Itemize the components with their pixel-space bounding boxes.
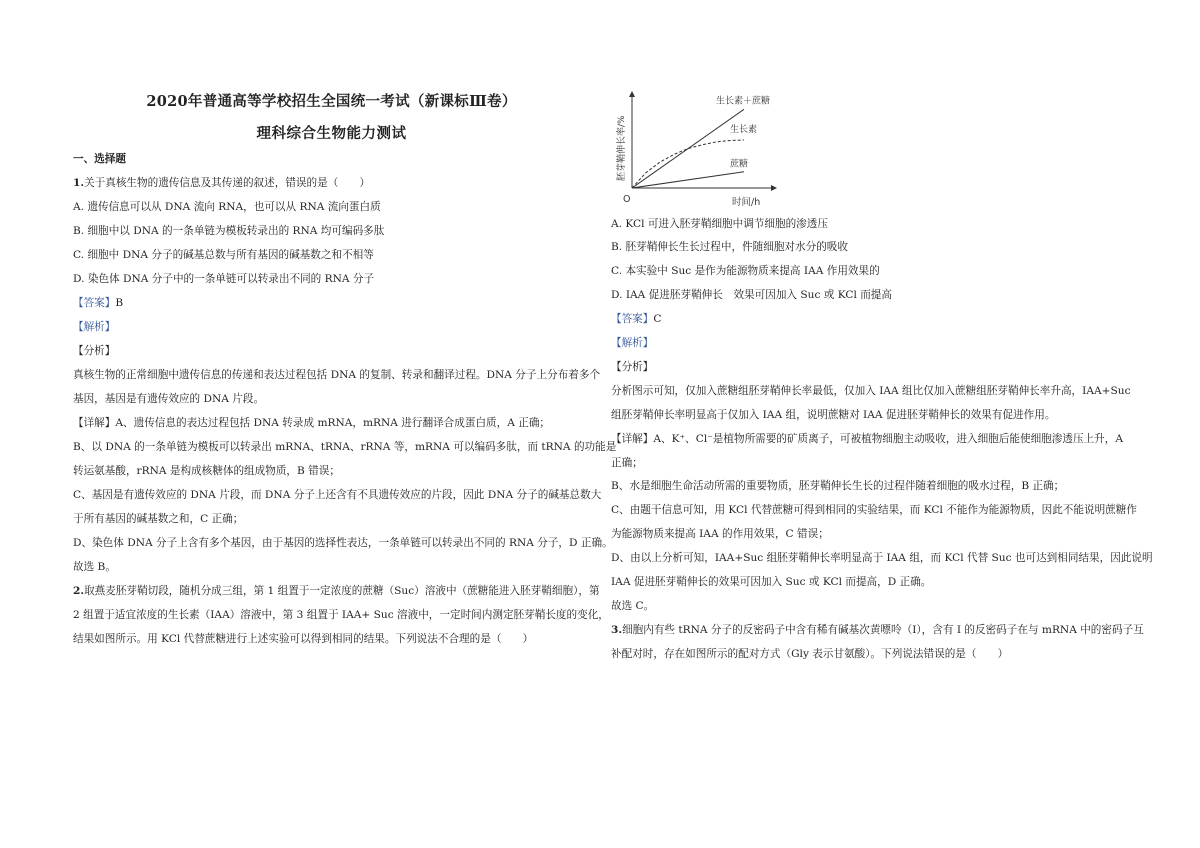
q3-number: 3. <box>611 624 623 636</box>
q2-option-d: D. IAA 促进胚芽鞘伸长 效果可因加入 Suc 或 KCl 而提高 <box>611 289 892 301</box>
q2-line2: 2 组置于适宜浓度的生长素（IAA）溶液中，第 3 组置于 IAA+ Suc 溶液中，一定时间内测定胚芽鞘长度的变化， <box>73 609 609 621</box>
q1-analysis-label: 【解析】 <box>73 321 116 333</box>
series-line-3 <box>632 172 744 188</box>
q2-option-b: B. 胚芽鞘伸长生长过程中，件随细胞对水分的吸收 <box>611 241 848 253</box>
q2-option-a: A. KCl 可进入胚芽鞘细胞中调节细胞的渗透压 <box>611 218 828 230</box>
series-line-2 <box>632 140 744 188</box>
q3-line1-text: 细胞内有些 tRNA 分子的反密码子中含有稀有碱基次黄嘌呤（I），含有 I 的反密码子在与 mRNA 中的密码子互 <box>622 624 1144 636</box>
y-axis-label: 胚芽鞘伸长率/% <box>617 115 627 181</box>
q1-conclusion: 故选 B。 <box>73 561 116 573</box>
q1-detail-line4: C、基因是有遗传效应的 DNA 片段，而 DNA 分子上还含有不具遗传效应的片段，因此 DNA 分子的碱基总数大 <box>73 489 602 501</box>
q2-detail-line1: 【详解】A、K⁺、Cl⁻是植物所需要的矿质离子，可被植物细胞主动吸收，进入细胞后能使细胞渗透压上升，A <box>611 433 1124 445</box>
q2-analysis-label: 【解析】 <box>611 337 654 349</box>
paper-subtitle: 理科综合生物能力测试 <box>256 125 407 142</box>
q1-number: 1. <box>73 177 85 189</box>
growth-chart <box>612 86 782 212</box>
q1-detail-line3: 转运氨基酸，rRNA 是构成核糖体的组成物质，B 错误； <box>73 465 340 477</box>
paper-title: 2020年普通高等学校招生全国统一考试（新课标Ⅲ卷） <box>146 93 517 110</box>
q2-conclusion: 故选 C。 <box>611 600 655 612</box>
q1-option-d: D. 染色体 DNA 分子中的一条单链可以转录出不同的 RNA 分子 <box>73 273 375 285</box>
q1-detail-line5: 于所有基因的碱基数之和，C 正确； <box>73 513 244 525</box>
q2-answer <box>611 308 1128 331</box>
q1-option-c: C. 细胞中 DNA 分子的碱基总数与所有基因的碱基数之和不相等 <box>73 249 374 261</box>
q2-detail-line4: C、由题干信息可知，用 KCl 代替蔗糖可得到相同的实验结果，而 KCl 不能作为能源物质，因此不能说明蔗糖作 <box>611 504 1137 516</box>
q2-line1-text: 取燕麦胚芽鞘切段，随机分成三组，第 1 组置于一定浓度的蔗糖（Suc）溶液中（蔗糖能进入胚芽鞘细胞），第 <box>84 585 600 597</box>
q2-fenxi-line2: 组胚芽鞘伸长率明显高于仅加入 IAA 组，说明蔗糖对 IAA 促进胚芽鞘伸长的效果有促进作用。 <box>611 409 1056 421</box>
q1-answer-label: 【答案】 <box>73 297 116 309</box>
section-heading: 一、选择题 <box>73 153 126 165</box>
q3-line2: 补配对时，存在如图所示的配对方式（Gly 表示甘氨酸）。下列说法错误的是（ ） <box>611 648 1009 660</box>
q1-stem-text: 关于真核生物的遗传信息及其传递的叙述，错误的是（ ） <box>84 177 371 189</box>
q1-fenxi-label: 【分析】 <box>73 345 116 357</box>
q2-detail-line5: 为能源物质来提高 IAA 的作用效果，C 错误； <box>611 528 829 540</box>
q1-fenxi-line1: 真核生物的正常细胞中遗传信息的传递和表达过程包括 DNA 的复制、转录和翻译过程。DNA 分子上分布着多个 <box>73 369 601 381</box>
q2-line3: 结果如图所示。用 KCl 代替蔗糖进行上述实验可以得到相同的结果。下列说法不合理的是（ ） <box>73 633 534 645</box>
series-line-1 <box>632 109 744 188</box>
series-label-2: 生长素 <box>730 125 758 135</box>
series-label-1: 生长素＋蔗糖 <box>716 96 771 107</box>
q2-answer-value: C <box>653 313 662 325</box>
q1-answer <box>73 292 590 315</box>
q1-detail-line1: 【详解】A、遗传信息的表达过程包括 DNA 转录成 mRNA，mRNA 进行翻译合成蛋白质，A 正确； <box>73 417 551 429</box>
q2-detail-line6: D、由以上分析可知，IAA+Suc 组胚芽鞘伸长率明显高于 IAA 组，而 KCl 代替 Suc 也可达到相同结果，因此说明 <box>611 552 1153 564</box>
q1-option-a: A. 遗传信息可以从 DNA 流向 RNA，也可以从 RNA 流向蛋白质 <box>73 201 381 213</box>
q1-option-b: B. 细胞中以 DNA 的一条单链为模板转录出的 RNA 均可编码多肽 <box>73 225 385 237</box>
q2-answer-label: 【答案】 <box>611 313 654 325</box>
origin-label: O <box>623 194 631 205</box>
series-layer <box>632 94 770 188</box>
q2-line1 <box>73 580 600 603</box>
q1-fenxi-line2: 基因，基因是有遗传效应的 DNA 片段。 <box>73 393 265 405</box>
q1-detail-line6: D、染色体 DNA 分子上含有多个基因，由于基因的选择性表达，一条单链可以转录出不同的 RNA 分子，D 正确。 <box>73 537 613 549</box>
q2-detail-line7: IAA 促进胚芽鞘伸长的效果可因加入 Suc 或 KCl 而提高，D 正确。 <box>611 576 932 588</box>
q2-number: 2. <box>73 585 85 597</box>
q3-line1 <box>611 619 1144 642</box>
q1-stem <box>73 172 590 195</box>
q2-detail-line2: 正确； <box>611 457 643 469</box>
series-label-3: 蔗糖 <box>730 159 749 170</box>
q2-fenxi-line1: 分析图示可知，仅加入蔗糖组胚芽鞘伸长率最低，仅加入 IAA 组比仅加入蔗糖组胚芽鞘伸长率升高，IAA+Suc <box>611 385 1131 397</box>
x-axis-label: 时间/h <box>732 197 761 208</box>
q1-answer-value: B <box>115 297 124 309</box>
q1-detail-line2: B、以 DNA 的一条单链为模板可以转录出 mRNA、tRNA、rRNA 等，mRNA 可以编码多肽，而 tRNA 的功能是 <box>73 441 617 453</box>
q2-detail-line3: B、水是细胞生命活动所需的重要物质，胚芽鞘伸长生长的过程伴随着细胞的吸水过程，B 正确； <box>611 480 1065 492</box>
q2-fenxi-label: 【分析】 <box>611 361 654 373</box>
q2-option-c: C. 本实验中 Suc 是作为能源物质来提高 IAA 作用效果的 <box>611 265 880 277</box>
